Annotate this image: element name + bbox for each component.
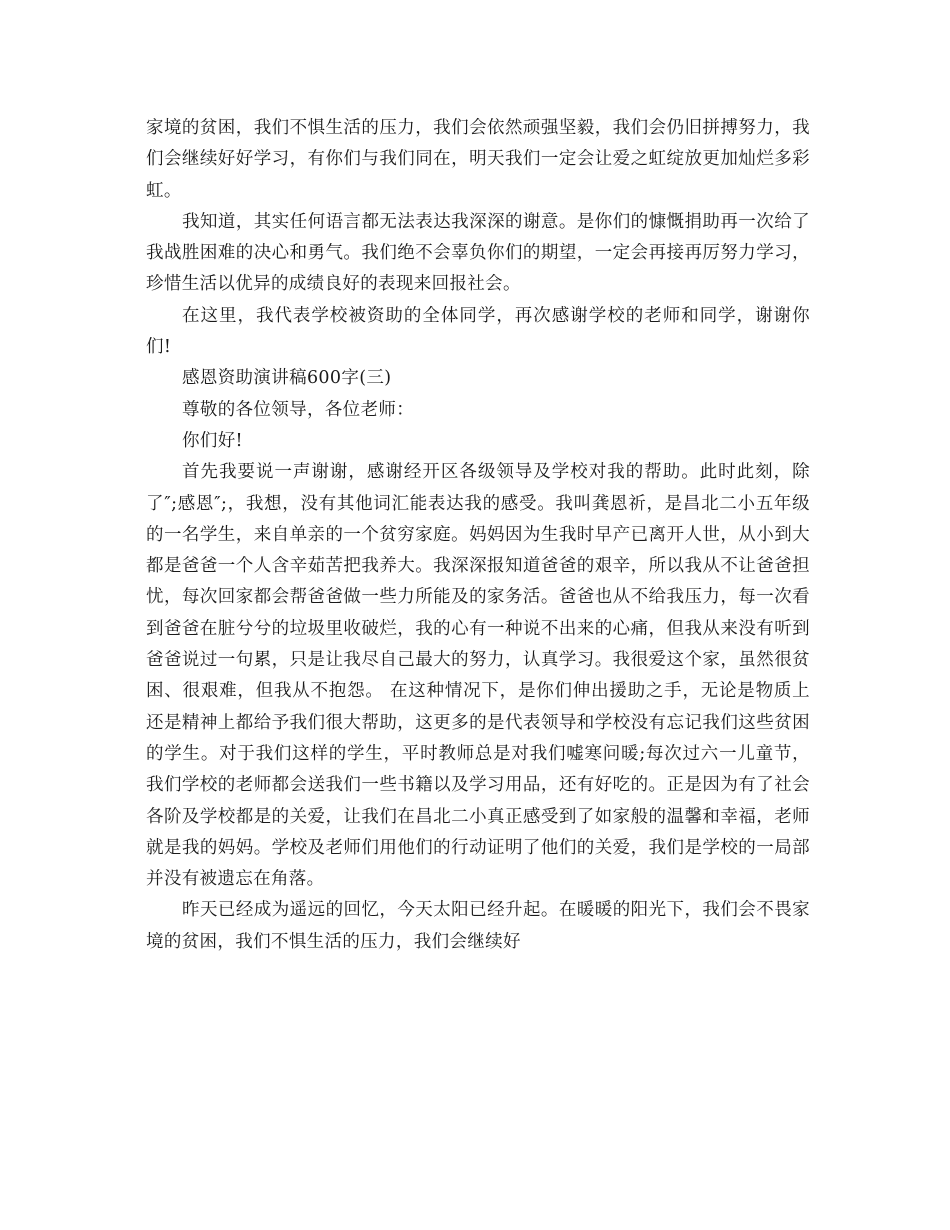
paragraph-3: 在这里，我代表学校被资助的全体同学，再次感谢学校的老师和同学，谢谢你们! (146, 305, 810, 358)
paragraph-closing: 昨天已经成为遥远的回忆，今天太阳已经升起。在暖暖的阳光下，我们会不畏家境的贫困，我们不惧生活的压力，我们会继续好 (146, 900, 810, 952)
paragraph-1: 家境的贫困，我们不惧生活的压力，我们会依然顽强坚毅，我们会仍旧拼搏努力，我们会继续好好学习，有你们与我们同在，明天我们一定会让爱之虹绽放更加灿烂多彩虹。 (146, 118, 810, 201)
greeting: 你们好! (182, 430, 243, 451)
paragraph-2: 我知道，其实任何语言都无法表达我深深的谢意。是你们的慷慨捐助再一次给了我战胜困难的决心和勇气。我们绝不会辜负你们的期望，一定会再接再厉努力学习，珍惜生活以优异的成绩良好的表现来回报社会。 (146, 211, 810, 295)
section-heading: 感恩资助演讲稿600字(三) (182, 368, 392, 389)
salutation: 尊敬的各位领导，各位老师： (182, 399, 415, 420)
paragraph-body: 首先我要说一声谢谢，感谢经开区各级领导及学校对我的帮助。此时此刻，除了″;感恩″;，我想，没有其他词汇能表达我的感受。我叫龚恩祈，是昌北二小五年级的一名学生，来自单亲的一个贫穷家庭。妈妈因为生我时早产已离开人世，从小到大都是爸爸一个人含辛茹苦把我养大。我深深报知道爸爸的艰辛，所以我从不让爸爸担忧，每次回家都会帮爸爸做一些力所能及的家务活。爸爸也从不给我压力，每一次看到爸爸在脏兮兮的垃圾里收破烂，我的心有一种说不出来的心痛，但我从来没有听到爸爸说过一句累，只是让我尽自己最大的努力，认真学习。我很爱这个家，虽然很贫困、很艰难，但我从不抱怨。 在这种情况下，是你们伸出援助之手，无论是物质上还是精神上都给予我们很大帮助，这更多的是代表领导和学校没有忘记我们这些贫困的学生。对于我们这样的学生，平时教师总是对我们嘘寒问暖;每次过六一儿童节，我们学校的老师都会送我们一些书籍以及学习用品，还有好吃的。正是因为有了社会各阶及学校都是的关爱，让我们在昌北二小真正感受到了如家般的温馨和幸福，老师就是我的妈妈。学校及老师们用他们的行动证明了他们的关爱，我们是学校的一局部并没有被遗忘在角落。 (146, 462, 810, 890)
document-page (146, 113, 810, 958)
